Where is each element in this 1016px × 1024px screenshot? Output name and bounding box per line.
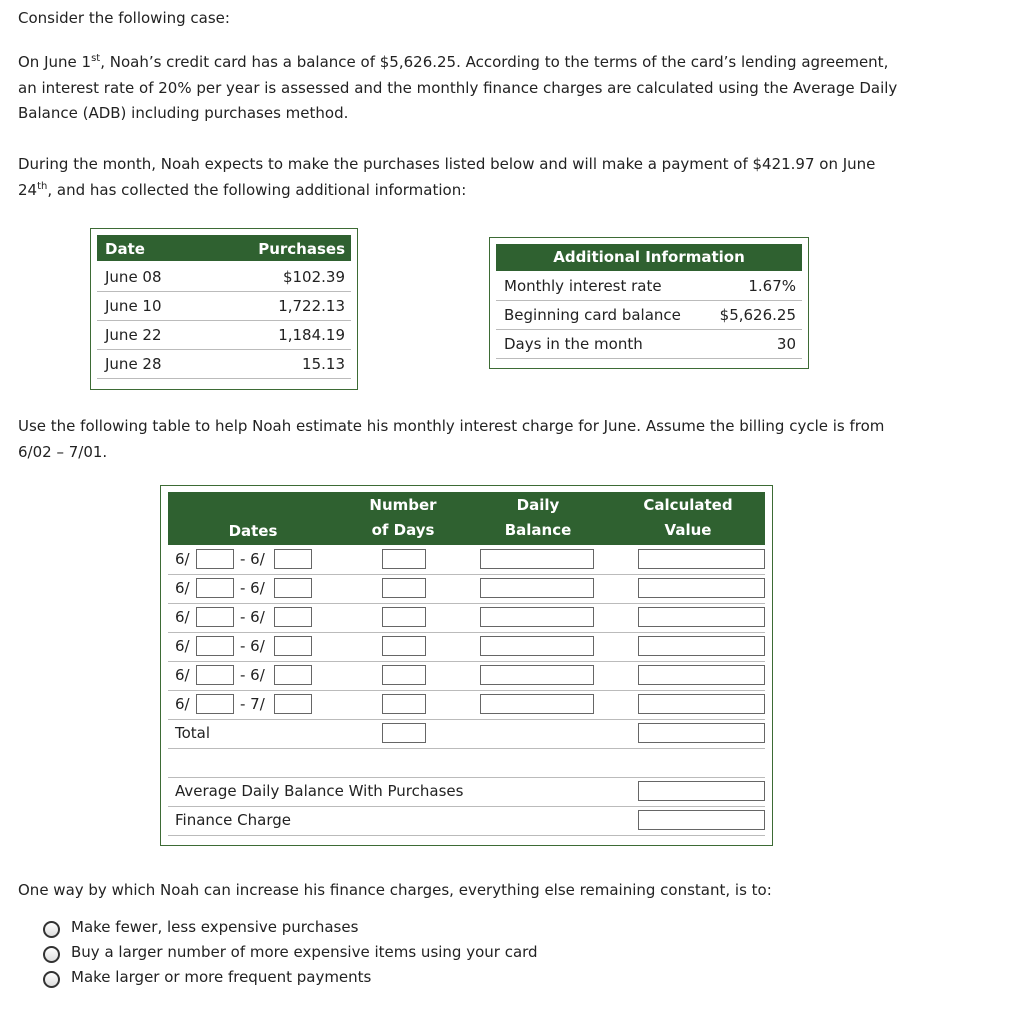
header-days-line1: Number	[369, 496, 437, 514]
end-month-prefix: - 6/	[240, 608, 265, 626]
finance-charge-row	[168, 806, 765, 836]
total-days-input[interactable]	[382, 723, 426, 743]
number-of-days-input[interactable]	[382, 549, 426, 569]
case-p2-text-b: , and has collected the following additional information:	[47, 180, 467, 199]
daily-balance-input[interactable]	[480, 607, 594, 627]
end-day-input[interactable]	[274, 607, 312, 627]
info-row	[496, 272, 802, 301]
purchase-row	[97, 321, 351, 350]
header-balance-line2: Balance	[504, 521, 572, 539]
start-month-prefix: 6/	[175, 637, 190, 655]
header-calculated-value	[628, 493, 748, 543]
purchase-amount: $102.39	[282, 268, 345, 286]
number-of-days-input[interactable]	[382, 694, 426, 714]
end-month-prefix: - 6/	[240, 637, 265, 655]
purchases-table-header	[97, 235, 351, 261]
case-p2-sup: th	[37, 180, 48, 192]
end-month-prefix: - 6/	[240, 550, 265, 568]
finance-charge-label: Finance Charge	[175, 811, 291, 829]
total-value-input[interactable]	[638, 723, 765, 743]
calculated-value-input[interactable]	[638, 607, 765, 627]
interest-worksheet-table	[160, 485, 773, 846]
radio-button[interactable]	[43, 946, 60, 963]
start-day-input[interactable]	[196, 694, 234, 714]
end-day-input[interactable]	[274, 549, 312, 569]
header-value-line2: Value	[664, 521, 712, 539]
worksheet-row	[168, 661, 765, 691]
daily-balance-input[interactable]	[480, 694, 594, 714]
header-dates: Dates	[228, 522, 278, 540]
end-day-input[interactable]	[274, 636, 312, 656]
calculated-value-input[interactable]	[638, 549, 765, 569]
spacer-row	[168, 748, 765, 778]
radio-button[interactable]	[43, 921, 60, 938]
case-p1-text-b: , Noah’s credit card has a balance of $5,626.25. According to the terms of the card’s lending agreement,	[100, 53, 889, 71]
purchase-date: June 28	[105, 355, 162, 373]
end-month-prefix: - 7/	[240, 695, 265, 713]
radio-button[interactable]	[43, 971, 60, 988]
end-month-prefix: - 6/	[240, 579, 265, 597]
daily-balance-input[interactable]	[480, 549, 594, 569]
case-paragraph-2	[18, 152, 875, 203]
number-of-days-input[interactable]	[382, 578, 426, 598]
purchase-row	[97, 350, 351, 379]
worksheet-row	[168, 545, 765, 575]
info-value: 1.67%	[748, 277, 796, 295]
end-day-input[interactable]	[274, 578, 312, 598]
header-number-of-days	[353, 493, 453, 543]
case-p1-sup: st	[91, 53, 101, 64]
intro-text: Consider the following case:	[18, 9, 230, 27]
calculated-value-input[interactable]	[638, 665, 765, 685]
start-day-input[interactable]	[196, 578, 234, 598]
daily-balance-input[interactable]	[480, 636, 594, 656]
number-of-days-input[interactable]	[382, 665, 426, 685]
finance-charge-input[interactable]	[638, 810, 765, 830]
worksheet-row	[168, 603, 765, 633]
purchase-row	[97, 263, 351, 292]
number-of-days-input[interactable]	[382, 607, 426, 627]
worksheet-header	[168, 492, 765, 545]
case-paragraph-1	[18, 50, 897, 127]
info-table-header: Additional Information	[496, 244, 802, 271]
worksheet-row	[168, 632, 765, 662]
header-daily-balance	[478, 493, 598, 543]
start-month-prefix: 6/	[175, 695, 190, 713]
additional-info-table	[489, 237, 809, 369]
header-value-line1: Calculated	[643, 496, 733, 514]
purchase-amount: 15.13	[302, 355, 345, 373]
purchase-date: June 10	[105, 297, 162, 315]
info-row	[496, 330, 802, 359]
purchase-amount: 1,722.13	[278, 297, 345, 315]
start-day-input[interactable]	[196, 636, 234, 656]
purchases-table	[90, 228, 358, 390]
header-balance-line1: Daily	[516, 496, 560, 514]
calculated-value-input[interactable]	[638, 578, 765, 598]
worksheet-row	[168, 690, 765, 720]
instruction-paragraph	[18, 414, 884, 465]
start-day-input[interactable]	[196, 607, 234, 627]
header-days-line2: of Days	[371, 521, 435, 539]
total-row	[168, 719, 765, 749]
answer-option-label[interactable]: Buy a larger number of more expensive items using your card	[71, 943, 538, 961]
start-month-prefix: 6/	[175, 666, 190, 684]
info-row	[496, 301, 802, 330]
instruction-line1: Use the following table to help Noah estimate his monthly interest charge for June. Assume the billing cycle is from	[18, 417, 885, 435]
purchases-header-date: Date	[105, 240, 145, 258]
info-label: Monthly interest rate	[504, 277, 662, 295]
case-p1-text-a: On June 1	[18, 53, 92, 71]
info-label: Days in the month	[504, 335, 643, 353]
purchase-row	[97, 292, 351, 321]
calculated-value-input[interactable]	[638, 694, 765, 714]
adb-row	[168, 777, 765, 807]
case-p2-text-a: 24	[18, 180, 38, 199]
calculated-value-input[interactable]	[638, 636, 765, 656]
daily-balance-input[interactable]	[480, 578, 594, 598]
case-p1-line3: Balance (ADB) including purchases method.	[18, 104, 349, 122]
start-month-prefix: 6/	[175, 608, 190, 626]
info-value: $5,626.25	[719, 306, 796, 324]
purchases-header-amount: Purchases	[258, 240, 345, 258]
adb-label: Average Daily Balance With Purchases	[175, 782, 464, 800]
start-day-input[interactable]	[196, 549, 234, 569]
case-p2-line1: During the month, Noah expects to make the purchases listed below and will make a payment of $421.97 on June	[18, 155, 876, 173]
daily-balance-input[interactable]	[480, 665, 594, 685]
answer-option-label[interactable]: Make larger or more frequent payments	[71, 968, 372, 986]
start-day-input[interactable]	[196, 665, 234, 685]
info-value: 30	[776, 335, 796, 353]
worksheet-row	[168, 574, 765, 604]
number-of-days-input[interactable]	[382, 636, 426, 656]
instruction-line2: 6/02 – 7/01.	[18, 442, 108, 461]
question-text: One way by which Noah can increase his finance charges, everything else remaining constant, is to:	[18, 881, 772, 899]
total-label: Total	[175, 724, 211, 742]
start-month-prefix: 6/	[175, 579, 190, 597]
purchase-date: June 08	[105, 268, 162, 286]
end-month-prefix: - 6/	[240, 666, 265, 684]
answer-option-label[interactable]: Make fewer, less expensive purchases	[71, 918, 359, 936]
end-day-input[interactable]	[274, 694, 312, 714]
end-day-input[interactable]	[274, 665, 312, 685]
start-month-prefix: 6/	[175, 550, 190, 568]
case-p1-line2: an interest rate of 20% per year is assessed and the monthly finance charges are calculated using the Average Daily	[18, 78, 898, 97]
purchase-amount: 1,184.19	[278, 326, 345, 344]
adb-input[interactable]	[638, 781, 765, 801]
purchase-date: June 22	[105, 326, 162, 344]
info-label: Beginning card balance	[504, 306, 681, 324]
